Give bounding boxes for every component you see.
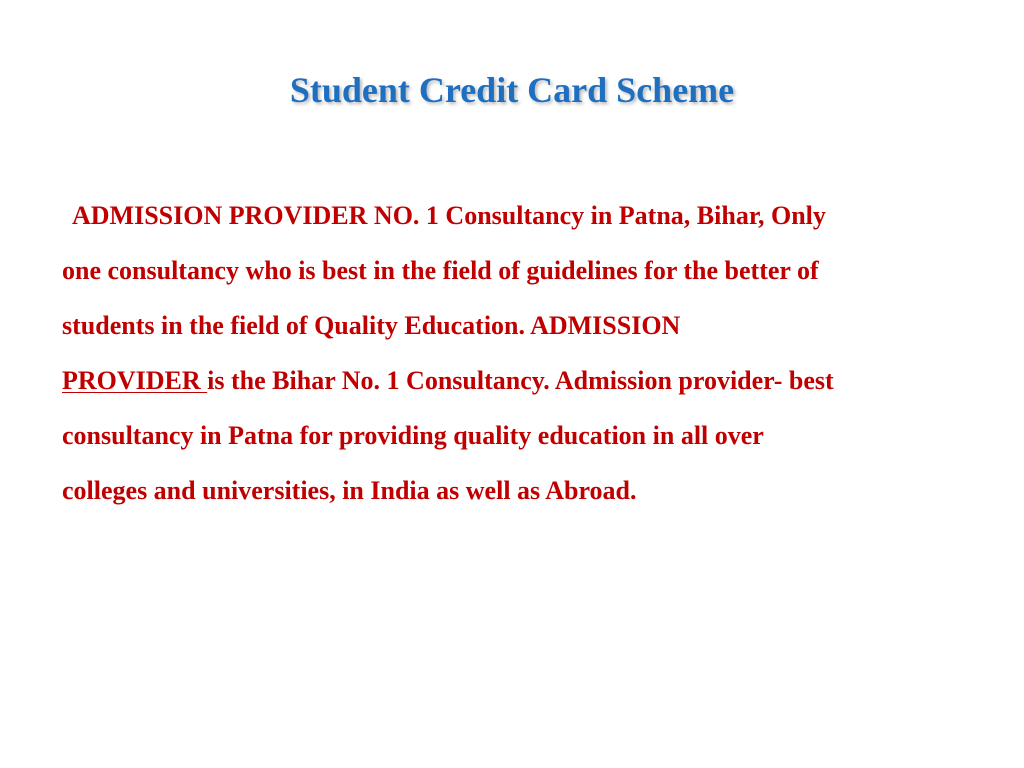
paragraph-line-4-rest: is the Bihar No. 1 Consultancy. Admission provider- best: [207, 366, 834, 395]
admission-provider-link[interactable]: PROVIDER: [62, 366, 208, 395]
paragraph-line-1: ADMISSION PROVIDER NO. 1 Consultancy in Patna, Bihar, Only: [72, 201, 826, 230]
paragraph-line-2: one consultancy who is best in the field of guidelines for the better of: [62, 256, 819, 285]
paragraph-line-3: students in the field of Quality Education. ADMISSION: [62, 311, 681, 340]
body-paragraph: [62, 188, 972, 518]
paragraph-line-5: consultancy in Patna for providing quality education in all over: [62, 421, 764, 450]
paragraph-line-4: [62, 353, 972, 408]
paragraph-line-6: colleges and universities, in India as well as Abroad.: [62, 476, 637, 505]
slide-title: Student Credit Card Scheme: [289, 70, 735, 110]
